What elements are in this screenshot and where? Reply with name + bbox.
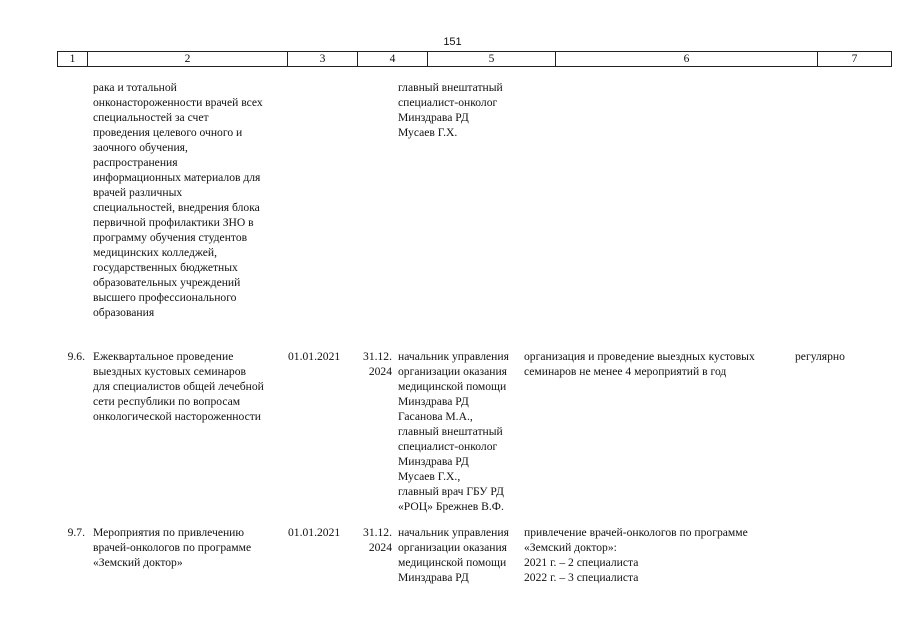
column-number-header (57, 51, 892, 67)
header-col-7: 7 (818, 52, 892, 67)
row-result-9-7: привлечение врачей-онкологов по программе «Земский доктор»: 2021 г. – 2 специалиста 2022 г. – 3 специалиста (524, 526, 748, 584)
header-row (58, 52, 892, 67)
header-col-3: 3 (288, 52, 358, 67)
header-col-1: 1 (58, 52, 88, 67)
continuation-description: рака и тотальной онконастороженности врачей всех специальностей за счет проведения целевого очного и заочного обучения, распространения информационных материалов для врачей различных специальностей, внедрения блока первичной профилактики ЗНО в программу обучения студентов медицинских колледжей, государственных бюджетных образовательных учреждений высшего профессионального образования (93, 81, 263, 319)
page-number: 151 (443, 36, 462, 48)
row-responsible-9-6: начальник управления организации оказания медицинской помощи Минздрава РД Гасанова М.А., главный внештатный специалист-онколог Минздрава РД Мусаев Г.Х., главный врач ГБУ РД «РОЦ» Брежнев В.Ф. (398, 350, 509, 513)
row-periodicity-9-6: регулярно (795, 350, 845, 363)
header-col-5: 5 (428, 52, 556, 67)
continuation-responsible: главный внештатный специалист-онколог Минздрава РД Мусаев Г.Х. (398, 81, 503, 139)
row-responsible-9-7: начальник управления организации оказания медицинской помощи Минздрава РД (398, 526, 509, 584)
header-col-2: 2 (88, 52, 288, 67)
row-end-date-9-6: 31.12. 2024 (363, 350, 392, 378)
header-col-4: 4 (358, 52, 428, 67)
row-end-date-9-7: 31.12. 2024 (363, 526, 392, 554)
row-description-9-6: Ежеквартальное проведение выездных кустовых семинаров для специалистов общей лечебной сети республики по вопросам онкологической настороженности (93, 350, 264, 423)
row-start-date-9-7: 01.01.2021 (288, 526, 341, 539)
row-description-9-7: Мероприятия по привлечению врачей-онкологов по программе «Земский доктор» (93, 526, 252, 569)
row-start-date-9-6: 01.01.2021 (288, 350, 341, 363)
row-number-9-7: 9.7. (67, 526, 85, 539)
row-result-9-6: организация и проведение выездных кустовых семинаров не менее 4 мероприятий в год (524, 350, 755, 378)
row-number-9-6: 9.6. (67, 350, 85, 363)
header-col-6: 6 (556, 52, 818, 67)
